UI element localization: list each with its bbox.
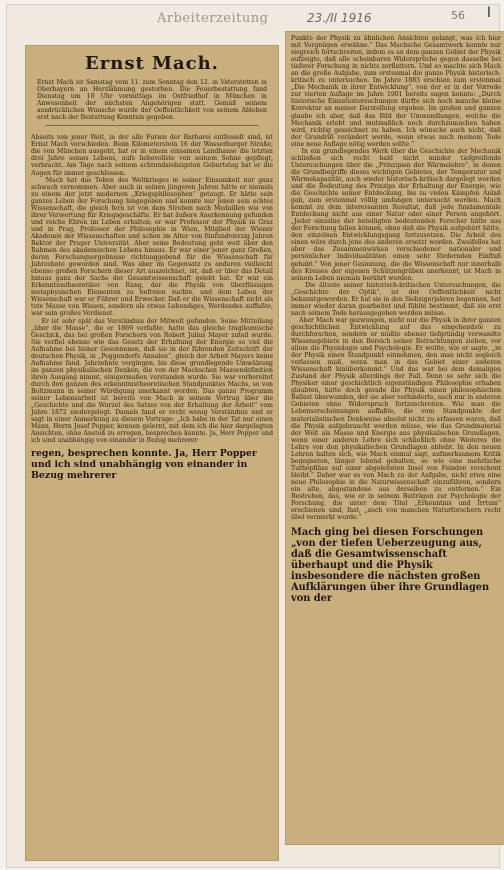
archive-sheet [6, 4, 500, 868]
right-column-tail: Mach ging bei diesen Forschungen „von der tiefen Ueberzeugung aus, daß die Gesamtwissenschaft überhaupt und die Physik insbesondere die nächsten großen Aufklärungen über ihre Grundlagen von der [291, 527, 490, 605]
clipping-left-column [25, 45, 279, 861]
article-lead: Ernst Mach ist Samstag vom 11. zum Sonntag den 12. in Vaterstetten in Oberbayern an Herzlähmung gestorben. Die Feuerbestattung fand Dienstag um 10 Uhr vormittags im Ostfriedhof in München in Anwesenheit der nächsten Angehörigen statt. Gemäß seinem ausdrücklichen Wunsche wurde der Oeffentlichkeit von seinem Ableben erst nach der Bestattung Kenntnis gegeben. [37, 79, 269, 122]
corner-mark: I [486, 5, 491, 21]
handwritten-date: 23./II 1916 [307, 11, 372, 25]
left-column-tail: regen, besprechen konnte. Ja, Herr Popper und ich sind unabhängig von einander in Bezug mehrerer [31, 448, 257, 482]
article-title: Ernst Mach. [85, 53, 219, 74]
right-column-body: Punkte der Physik zu ähnlichen Ansichten gelangt, was ich hier mit Vergnügen erwähne.“ Das Machsche Gesamtwerk konnte nur siegreich fortschreiten, indem es an dem ganzen Gebiet der Physik aufzeigte, daß alle scheinbaren Widersprüche gegen dasselbe bei tieferer Forschung in nichts zerflattern. Und so machte sich Mach an die große Aufgabe, zum erstenmal die ganze Physik historisch-kritisch zu untersuchen. Im Jahre 1883 erschien zum erstenmal „Die Mechanik in ihrer Entwicklung“, von der er in der Vorrede zur vierten Auflage im Jahre 1901 bereits sagen konnte: „Durch historische Einzeluntersuchungen dürfte sich noch manche kleine Korrektur an meiner Darstellung ergeben. Im großen und ganzen glaube ich aber, daß das Bild der Umwandlungen, welche die Mechanik erlebt und mutmaßlich noch durchzumachen haben wird, richtig gezeichnet zu haben. Ich wünsche auch nicht, daß der Grundriß verändert werde, wenn etwas nach meinem Tode eine neue Auflage nötig werden sollte.“ In ein grundlegendes Werk über die Geschichte der Mechanik schließen sich recht bald nicht minder tiefgreifende Untersuchungen über die „Prinzipien der Wärmelehre“, in denen die Grundbegriffe dieses wichtigen Gebietes, der Temperatur und Wärmekapazität, auch wieder historisch-kritisch dargelegt werden und die Bedeutung des Prinzips der Erhaltung der Energie, wie die Geschichte seiner Entdeckung, bis zu vielen Kämpfen Anlaß gab, zum erstenmal völlig umfangen untersucht werden. Mach kommt zu dem interessanten Resultat, daß jede fundamentale Entdeckung nicht aus einer Natur oder einer Person angehört. „Jeder einzelne der beteiligten bedeutenden Forscher hätte aus der Forschung fallen können, ohne daß die Physik aufgehört hätte, den einzelnen Entwicklungsgang fortzusetzen. Die Arbeit des einen wäre durch jene des anderen ersetzt worden. Zweifellos hat aber das Zusammenwirken verschiedener nationaler und persönlicher Individualitäten einen sehr fördernden Einfluß gehabt.“ Von jener Gesinnung, die die Wissenschaft nur innerhalb des Kreises der eigenen Schützengräben anerkennt, ist Mach in seinem Leben niemals berührt worden. Die älteste seiner historisch-kritischen Untersuchungen, die „Geschichte der Optik“, ist der Oeffentlichkeit nicht bekanntgeworden. Er hat sie in den Siebzigerjahren begonnen, hat immer wieder daran gearbeitet und fühlte bestimmt, daß sie erst nach seinem Tode herausgegeben werden müsse. Aber Mach war gezwungen, nicht nur die Physik in ihrer ganzen geschichtlichen Entwicklung auf das eingehendste zu durchforschen, sondern er mußte ebenso tiefgründig verwandte Wissensgebiete in den Bereich seiner Betrachtungen ziehen, vor allem die Physiologie und Psychologie. Er wollte, wie er sagte, „in der Physik einen Standpunkt einnehmen, den man nicht sogleich verlassen muß, wenn man in das Gebiet einer anderen Wissenschaft hinüberkommt.“ Und das war bei dem damaligen Zustand der Physik allerdings der Fall. Denn so sehr sich die Physiker einer geschichtlich eigenständigen Philosophie erhaben glaubten, hatte doch gerade die Physik einen philosophischen Ballast überwunden, der sie aber verhinderte, auch nur in anderen Gebieten ohne Widerspruch fortzuschreiten. Wie man die Lebenserscheinungen auffaßte, die vom Standpunkte der materialistischen Denkweise absolut nicht zu erfassen waren, daß die Physik aufgebraucht werden müsse, wie das Grundmaterial der Welt als Masse und Energie aus physikalischen Grundlagen, wenn einer anderen Lehre sich schließlich ohne Weiteres die Lehre von den physikalischen Grundlagen abhebt. In den neuen Lehren halten sich, wie Mach einmal sagt, aufmerksamem Kritik begegneten, länger lebend gehalten, so wie eine mehrfache Turbopfläze auf einer abgeleiteten Insel von Feinden verschont bleibt.“ Daher war es von Mach zu der Aufgabe, nicht etwa eine neue Philosophie in die Naturwissenschaft einzuführen, sondern ein alte, abgestandene aus derselben zu entfernen.“ Ein Bestreben, das, wie er in seinem Beiträgen zur Psychologie der Forschung, die unter dem Titel „Erkenntnis und Irrtum“ erschienen sind, fast, „auch von manchen Naturforschern recht übel vermerkt wurde.“ [291, 35, 501, 522]
newspaper-stamp: Arbeiterzeitung [157, 11, 269, 26]
divider [45, 125, 259, 126]
page-number: 56 [451, 9, 465, 22]
left-column-body: Abseits von jener Welt, in der alle Furien der Barbarei entfesselt sind, ist Ernst Mach verschieden. Beim Kilometerstein 16 der Wasserburger Straße, die von München ausgeht, hat er in einem einsamen Landhause die letzten drei Jahre seines Lebens, aufs liebevollste von seinem Sohne gepflegt, verbracht. Am Tage nach seinem achtundsiebzigsten Geburtstag hat er die Augen für immer geschlossen. Mach hat das Toben des Weltkrieges in seiner Einsamkeit nur ganz schwach vernommen. Aber auch in seinen jüngeren Jahren hätte er niemals zu einem der jetzt modernen „Kriegsphilosophen“ getaugt. Er hätte sein ganzes Leben der Forschung hingegeben und konnte nur jenen sein echtes Wissenschaft, die gleich fern ist von dem Streben nach Medaillen wie von ihrer Verwertung für Kriegsgeschäfte. Er hat äußere Anerkennung gefunden und reiche Ehren im Leben erhalten; er war Professor der Physik in Graz und in Prag, Professor der Philosophie in Wien, Mitglied der Wiener Akademie der Wissenschaften und schon im Alter von fünfundvierzig Jahren Rektor der Prager Universität. Aber seine Bedeutung geht weit über den Rahmen des akademischen Lebens hinaus. Er war einer jener ganz Großen, deren Forschungsergebnisse richtunggebend für die Wissenschaft für Jahrzehnte geworden sind. Was aber im Gegensatz zu anderen vielleicht ebenso großen Forschern dieser Art auszeichnet, ist, daß er über das Detail hinaus ganz der Sache der Gesamtwissenschaft gelebt hat. Er war ein Erkenntnistheoretiker von Rang, der die Physik von überflüssigen metaphysischen Elementen zu befreien suchte, und dem Leben der Wissenschaft war er Führer und Erwecker. Daß er die Wissenschaft nicht als tote Masse von Wissen, sondern als etwas Lebendiges, Werdendes auffaßte, war sein großes Verdienst. Er ist sehr spät das Verständnis der Mitwelt gefunden. Seine Mitteilung „über die Masse“, die er 1869 verfaßte, hatte das gleiche tragikomische Geschick, das bei großen Forschern von Robert Julius Mayer zuteil wurde. Sie verfiel ebenso wie das Gesetz der Erhaltung der Energie so viel die Aufnahme bei bisher Gesonnenen, daß sie in der führenden Zeitschrift der deutschen Physik, in „Poggendorfs Annalen“, gleich der Arbeit Mayers keine Aufnahme fand. Jahrzehnte vergingen, bis diese grundlegende Umwälzung im ganzen physikalischen Denken, die von der Machschen Massendefinition ihren Ausgang nimmt, einigermaßen verstanden wurde. Sie war vorbereitet durch den ganzen des erkenntnistheoretischen Standpunktes Machs, so von Boltzmann in seiner Würdigung anerkannt worden. Das ganze Programm seiner Lebensarbeit ist bereits von Mach in seinem Vortrag über die „Geschichte und die Wurzel des Satzes von der Erhaltung der Arbeit“ vom Jahre 1872 niedergelegt. Damals fand er recht wenig Verständnis und er sagt in einer Anmerkung zu diesem Vortrage: „Ich habe in der Tat nur einen Mann, Herrn Josef Popper, kennen gelernt, mit dem ich die hier dargelegten Ansichten, ohne Anstoß zu erregen, besprechen konnte. Ja, Herr Popper und ich sind unabhängig von einander in Bezug mehrerer [31, 134, 273, 445]
clipping-right-column [285, 31, 504, 845]
